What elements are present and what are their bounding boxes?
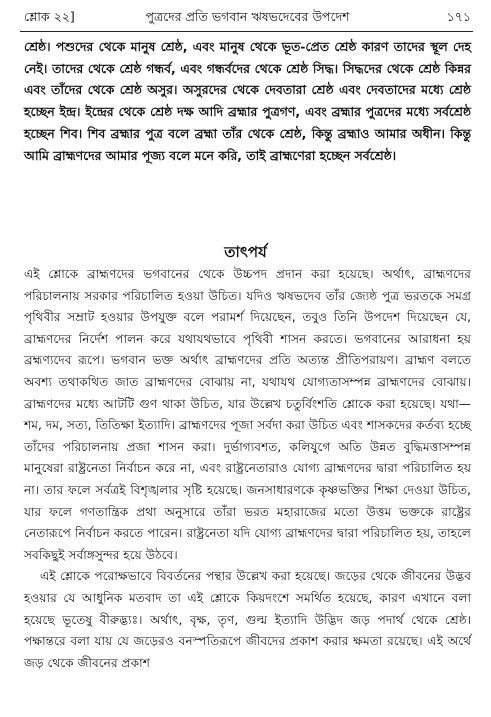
purport-title: তাৎপর্য (224, 243, 267, 261)
verse-reference: শ্লোক ২২] (24, 9, 75, 24)
verse-translation: শ্রেষ্ঠ। পশুদের থেকে মানুষ শ্রেষ্ঠ, এবং মানুষ থেকে ভূত-প্রেত শ্রেষ্ঠ কারণ তাদের স্থূল দেহ নেই। তাদের থেকে শ্রেষ্ঠ গন্ধর্ব, এবং গন্ধর্বদের থেকে শ্রেষ্ঠ সিদ্ধ। সিদ্ধদের থেকে শ্রেষ্ঠ কিন্নর এবং তাঁদের থেকে শ্রেষ্ঠ অসুর। অসুরদের থেকে দেবতারা শ্রেষ্ঠ এবং দেবতাদের মধ্যে শ্রেষ্ঠ হচ্ছেন ইন্দ্র। ইন্দ্রের থেকে শ্রেষ্ঠ দক্ষ আদি ব্রহ্মার পুত্রগণ, এবং ব্রহ্মার পুত্রদের মধ্যে সর্বশ্রেষ্ঠ হচ্ছেন শিব। শিব ব্রহ্মার পুত্র বলে ব্রহ্মা তাঁর থেকে শ্রেষ্ঠ, কিন্তু ব্রহ্মাও আমার অধীন। কিন্তু আমি ব্রাহ্মণদের আমার পূজ্য বলে মনে করি, তাই ব্রাহ্মণেরা হচ্ছেন সর্বশ্রেষ্ঠ। (24, 39, 471, 163)
purport-body (24, 264, 471, 674)
purport-paragraph: এই শ্লোকে ব্রাহ্মণদের ভগবানের থেকে উচ্চপদ প্রদান করা হয়েছে। অর্থাৎ, ব্রাহ্মণদের পরিচালনায় সরকার পরিচালিত হওয়া উচিত। যদিও ঋষভদেব তাঁর জ্যেষ্ঠ পুত্র ভরতকে সমগ্র পৃথিবীর সম্রাট হওয়ার উপযুক্ত বলে পরামর্শ দিয়েছেন, তবুও তিনি উপদেশ দিয়েছেন যে, ব্রাহ্মণদের নির্দেশ পালন করে যথাযথভাবে পৃথিবী শাসন করতে। ভগবানের আরাধনা হয় ব্রহ্মণ্যদেব রূপে। ভগবান ভক্ত অর্থাৎ ব্রাহ্মণদের প্রতি অত্যন্ত প্রীতিপরায়ণ। ব্রাহ্মণ বলতে অবশ্য তথাকথিত জাত ব্রাহ্মণদের বোঝায় না, যথাযথ যোগ্যতাসম্পন্ন ব্রাহ্মণদের বোঝায়। ব্রাহ্মণদের মধ্যে আটটি গুণ থাকা উচিত, যার উল্লেখ চতুর্বিংশতি শ্লোকে করা হয়েছে। যথা—শম, দম, সত্য, তিতিক্ষা ইত্যাদি। ব্রাহ্মণদের পূজা সর্বদা করা উচিত এবং শাসকদের কর্তব্য হচ্ছে তাঁদের পরিচালনায় প্রজা শাসন করা। দুর্ভাগ্যবশত, কলিযুগে অতি উন্নত বুদ্ধিমত্তাসম্পন্ন মানুষেরা রাষ্ট্রনেতা নির্বাচন করে না, এবং রাষ্ট্রনেতারাও যোগ্য ব্রাহ্মণদের দ্বারা পরিচালিত হয় না। তার ফলে সর্বত্রই বিশৃঙ্খলার সৃষ্টি হয়েছে। জনসাধারণকে কৃষ্ণভক্তির শিক্ষা দেওয়া উচিত, যার ফলে গণতান্ত্রিক প্রথা অনুসারে তাঁরা ভরত মহারাজের মতো উত্তম ভক্তকে রাষ্ট্রের নেতারূপে নির্বাচন করতে পারেন। রাষ্ট্রনেতা যদি যোগ্য ব্রাহ্মণদের দ্বারা পরিচালিত হয়, তাহলে সবকিছুই সর্বাঙ্গসুন্দর হয়ে উঠবে। (24, 267, 471, 562)
page-header (24, 6, 471, 28)
page-number: ১৭১ (446, 9, 471, 24)
chapter-title: পুত্রদের প্রতি ভগবান ঋষভদেবের উপদেশ (145, 9, 350, 24)
header-divider (20, 31, 473, 32)
purport-paragraph: এই শ্লোকে পরোক্ষভাবে বিবর্তনের পন্থার উল্লেখ করা হয়েছে। জড়ের থেকে জীবনের উদ্ভব হওয়ার যে আধুনিক মতবাদ তা এই শ্লোকে কিয়দংশে সমর্থিত হয়েছে, কারণ এখানে বলা হয়েছে ভূতেষু বীরুদ্ভ্যঃ। অর্থাৎ, বৃক্ষ, তৃণ, গুল্ম ইত্যাদি উদ্ভিদ জড় পদার্থ থেকে শ্রেষ্ঠ। পক্ষান্তরে বলা যায় যে জড়েরও বনস্পতিরূপে জীবদের প্রকাশ করার ক্ষমতা রয়েছে। এই অর্থে জড় থেকে জীবনের প্রকাশ (24, 569, 471, 670)
